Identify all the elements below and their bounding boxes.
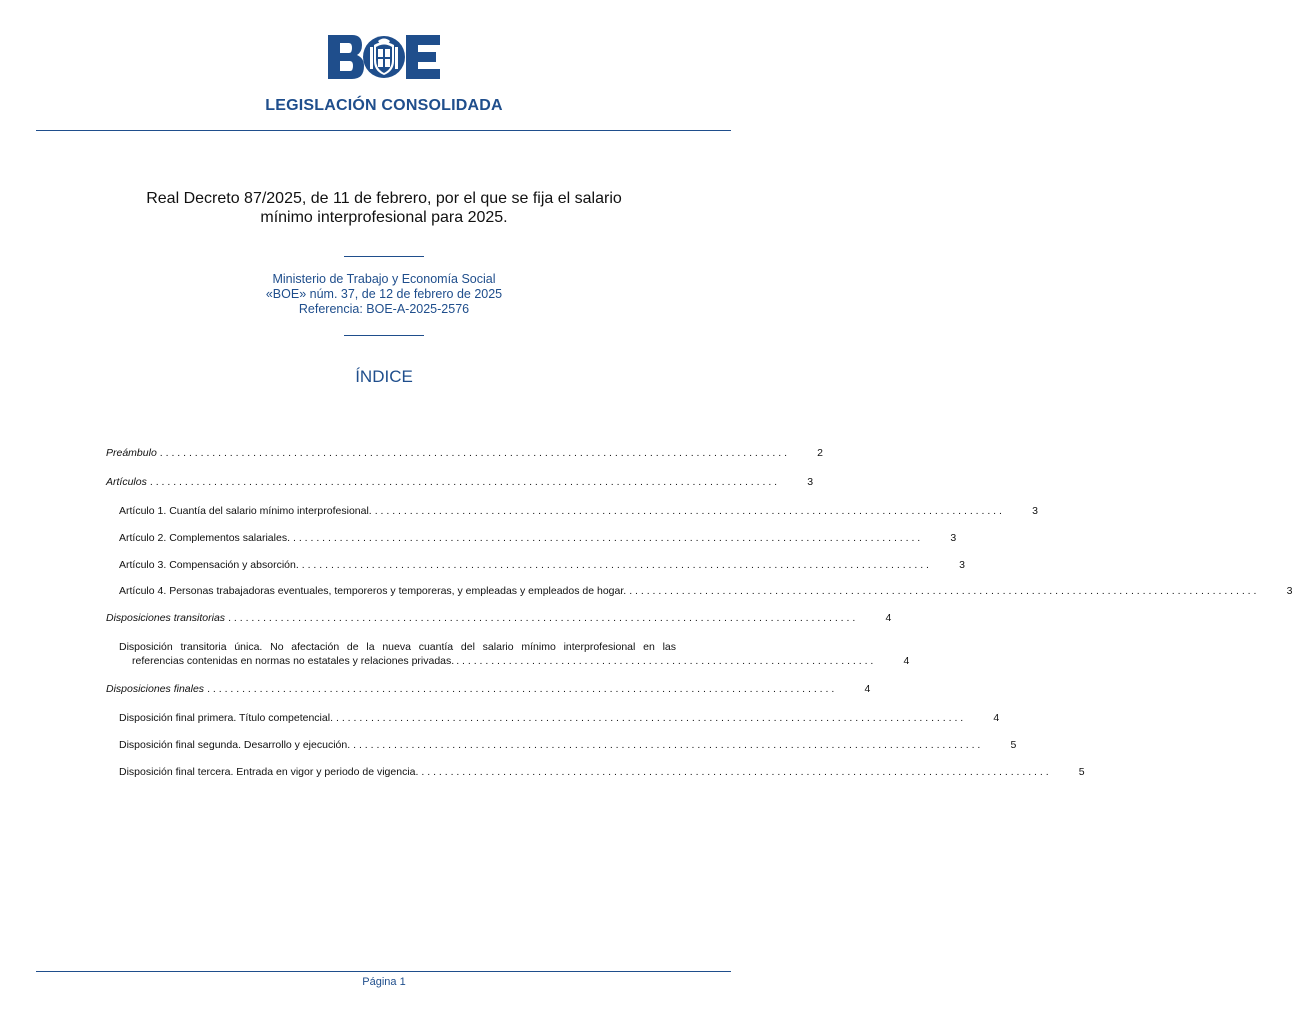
ministry-text: Ministerio de Trabajo y Economía Social [272,272,496,286]
index-heading: ÍNDICE [355,367,413,386]
toc-page-number: 5 [1010,739,1017,751]
toc-entry-articulo-4[interactable] [119,584,1292,598]
toc-page-number: 3 [1286,585,1292,597]
toc-entry-label: Disposiciones transitorias [106,612,226,624]
toc-leader [629,584,1256,598]
toc-entry-articulo-2[interactable] [119,531,957,545]
toc-page-number: 3 [959,559,965,571]
reference-text: Referencia: BOE-A-2025-2576 [298,302,470,316]
toc-leader [302,558,929,572]
toc-entry-line2 [119,654,910,668]
toc-entry-label: Artículo 4. Personas trabajadoras eventuales, temporeros y temporeras, y empleadas y empleados de hogar. [119,585,627,597]
toc-page-number: 4 [993,712,1000,724]
toc-leader [207,682,834,696]
meta-divider-bottom [344,335,424,336]
toc-entry-label: Disposición final tercera. Entrada en vigor y periodo de vigencia. [119,766,419,778]
footer-divider [36,971,731,972]
toc-leader [228,611,855,625]
toc-page-number: 3 [950,532,957,544]
toc-leader [353,738,980,752]
toc-entry-disposiciones-transitorias[interactable] [106,611,892,625]
toc-leader [293,531,920,545]
toc-leader [456,654,873,668]
toc-entry-label: Artículo 1. Cuantía del salario mínimo interprofesional. [119,505,372,517]
toc-entry-label: Disposiciones finales [106,683,205,695]
toc-entry-label: Disposición final segunda. Desarrollo y ejecución. [119,739,351,751]
toc-entry-disposicion-final-segunda[interactable] [119,738,1017,752]
toc-page-number: 2 [817,447,823,459]
toc-entry-preambulo[interactable] [106,446,823,460]
toc-entry-label: Artículos [106,476,147,488]
meta-divider-top [344,256,424,257]
toc-entry-label: Preámbulo [106,447,157,459]
toc-entry-label: Disposición final primera. Título competencial. [119,712,333,724]
toc-entry-label-line2: referencias contenidas en normas no estatales y relaciones privadas. [132,655,455,667]
document-title-line1: Real Decreto 87/2025, de 11 de febrero, por el que se fija el salario [146,190,622,207]
document-title [120,189,648,227]
toc-entry-disposicion-transitoria-unica[interactable] [119,640,910,668]
toc-entry-articulo-1[interactable] [119,504,1038,518]
toc-page-number: 4 [864,683,871,695]
toc-entry-articulos[interactable] [106,475,814,489]
toc-leader [421,765,1048,779]
toc-entry-disposicion-final-primera[interactable] [119,711,1000,725]
toc-leader [336,711,963,725]
footer-page-number: Página 1 [362,976,406,988]
toc-leader [375,504,1002,518]
toc-entry-articulo-3[interactable] [119,558,965,572]
document-title-line2: mínimo interprofesional para 2025. [260,209,508,226]
toc-page-number: 3 [807,476,814,488]
toc-page-number: 3 [1032,505,1038,517]
toc-leader [150,475,777,489]
toc-entry-label: Artículo 2. Complementos salariales. [119,532,290,544]
boe-logo [328,35,440,79]
toc-page-number: 4 [885,612,892,624]
document-meta [0,272,768,317]
header-divider [36,130,731,131]
toc-entry-label-line1: Disposición transitoria única. No afectación de la nueva cuantía del salario mínimo interprofesional en las [119,641,676,653]
toc-entry-disposiciones-finales[interactable] [106,682,871,696]
bulletin-text: «BOE» núm. 37, de 12 de febrero de 2025 [265,287,503,301]
toc-entry-label: Artículo 3. Compensación y absorción. [119,559,299,571]
header-title: LEGISLACIÓN CONSOLIDADA [265,97,503,114]
toc-entry-disposicion-final-tercera[interactable] [119,765,1085,779]
toc-leader [160,446,787,460]
toc-page-number: 4 [903,655,910,667]
toc-page-number: 5 [1078,766,1085,778]
